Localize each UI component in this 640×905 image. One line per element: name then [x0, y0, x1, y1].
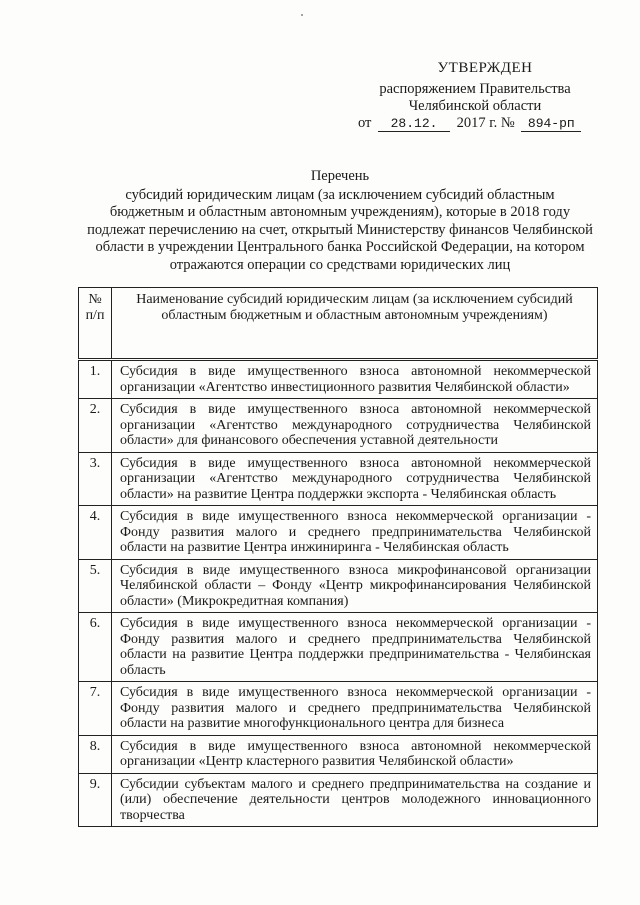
table-row	[79, 682, 598, 736]
table-row	[79, 735, 598, 773]
approval-date: 28.12.	[378, 117, 450, 132]
approval-number: 894-рп	[521, 117, 581, 132]
row-number: 3.	[79, 452, 112, 506]
table-row	[79, 773, 598, 827]
row-number: 6.	[79, 613, 112, 682]
approval-year: 2017 г. №	[456, 115, 515, 131]
column-header-number: № п/п	[79, 288, 112, 360]
subsidies-table	[78, 287, 598, 827]
heading-line: области в учреждении Центрального банка Российской Федерации, на котором	[95, 239, 585, 255]
column-header-name: Наименование субсидий юридическим лицам (за исключением субсидий областным бюджетным и областным автономным учреждениям)	[112, 288, 598, 360]
row-number: 2.	[79, 399, 112, 453]
approval-date-line	[350, 115, 600, 132]
row-number: 4.	[79, 506, 112, 560]
row-number: 9.	[79, 773, 112, 827]
row-text: Субсидия в виде имущественного взноса некоммерческой организации - Фонду развития малого и среднего предпринимательства Челябинской области на развитие Центра поддержки предпринимательства - Челябинская область	[112, 613, 598, 682]
approval-line-2: Челябинской области	[408, 98, 542, 114]
heading-line: отражаются операции со средствами юридических лиц	[169, 256, 511, 273]
row-text: Субсидия в виде имущественного взноса автономной некоммерческой организации «Агентство инвестиционного развития Челябинской области»	[112, 360, 598, 399]
row-text: Субсидия в виде имущественного взноса автономной некоммерческой организации «Агентство международного сотрудничества Челябинской области» для финансового обеспечения уставной деятельности	[112, 399, 598, 453]
document-heading	[80, 168, 600, 274]
row-text: Субсидия в виде имущественного взноса автономной некоммерческой организации «Центр кластерного развития Челябинской области»	[112, 735, 598, 773]
row-number: 7.	[79, 682, 112, 736]
row-number: 1.	[79, 360, 112, 399]
table-row	[79, 613, 598, 682]
table-header-row	[79, 288, 598, 360]
date-prefix: от	[358, 115, 372, 131]
table-row	[79, 360, 598, 399]
heading-title: Перечень	[310, 168, 370, 184]
row-text: Субсидии субъектам малого и среднего предпринимательства на создание и (или) обеспечение деятельности центров молодежного инновационного творчества	[112, 773, 598, 827]
row-text: Субсидия в виде имущественного взноса автономной некоммерческой организации «Агентство международного сотрудничества Челябинской области» на развитие Центра поддержки экспорта - Челябинская область	[112, 452, 598, 506]
scan-speck	[301, 14, 303, 16]
row-text: Субсидия в виде имущественного взноса некоммерческой организации - Фонду развития малого и среднего предпринимательства Челябинской области на развитие Центра инжиниринга - Челябинская область	[112, 506, 598, 560]
approval-stamp	[350, 60, 600, 132]
row-text: Субсидия в виде имущественного взноса некоммерческой организации - Фонду развития малого и среднего предпринимательства Челябинской области на развитие многофункционального центра для бизнеса	[112, 682, 598, 736]
approval-title: УТВЕРЖДЕН	[437, 60, 533, 76]
heading-line: бюджетным и областным автономным учреждениям), которые в 2018 году	[109, 204, 571, 220]
approval-line-1: распоряжением Правительства	[379, 81, 571, 97]
row-number: 5.	[79, 559, 112, 613]
row-text: Субсидия в виде имущественного взноса микрофинансовой организации Челябинской области – Фонду «Центр микрофинансирования Челябинской области» (Микрокредитная компания)	[112, 559, 598, 613]
heading-line: субсидий юридическим лицам (за исключением субсидий областным	[125, 186, 555, 203]
heading-line: подлежат перечислению на счет, открытый Министерству финансов Челябинской	[87, 221, 593, 238]
table-row	[79, 452, 598, 506]
row-number: 8.	[79, 735, 112, 773]
table-row	[79, 559, 598, 613]
table-row	[79, 399, 598, 453]
table-row	[79, 506, 598, 560]
